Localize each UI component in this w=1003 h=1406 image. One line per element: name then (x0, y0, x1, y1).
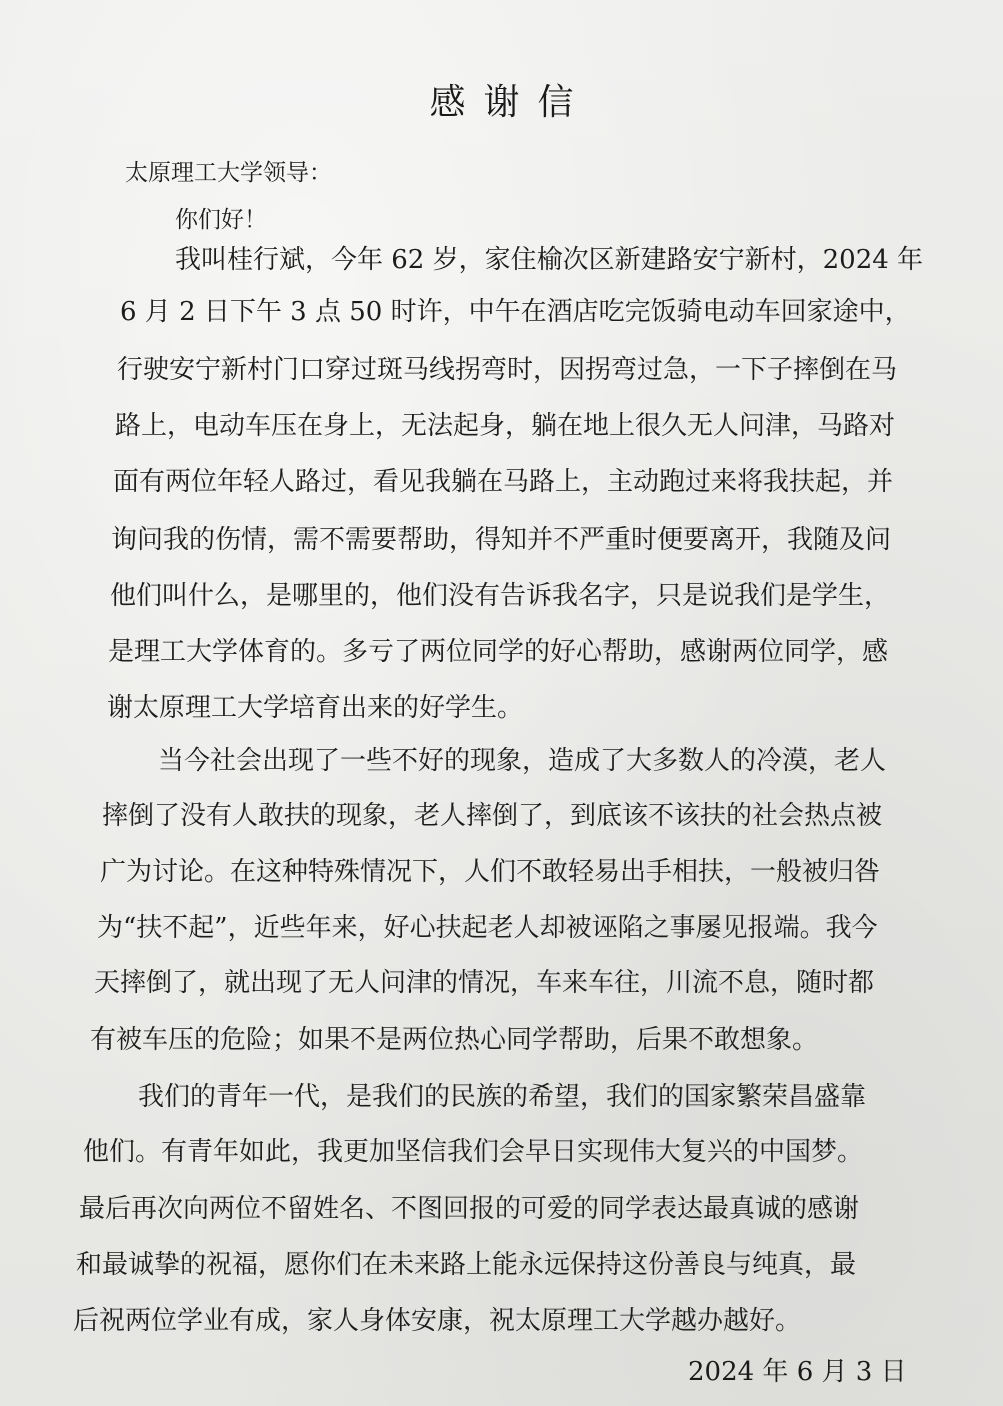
paragraph-line: 为“扶不起”，近些年来，好心扶起老人却被诬陷之事屡见报端。我今 (97, 913, 878, 943)
paragraph-line: 询问我的伤情，需不需要帮助，得知并不严重时便要离开，我随及问 (111, 525, 892, 555)
paragraph-line: 广为讨论。在这种特殊情况下，人们不敢轻易出手相扶，一般被归咎 (100, 857, 881, 887)
paragraph-line: 是理工大学体育的。多亏了两位同学的好心帮助，感谢两位同学，感 (108, 637, 889, 667)
paragraph-line: 谢太原理工大学培育出来的好学生。 (107, 693, 524, 723)
paragraph-line: 天摔倒了，就出现了无人问津的情况，车来车往，川流不息，随时都 (94, 968, 875, 998)
paragraph-line: 面有两位年轻人路过，看见我躺在马路上，主动跑过来将我扶起，并 (113, 467, 894, 497)
paragraph-line: 有被车压的危险；如果不是两位热心同学帮助，后果不敢想象。 (90, 1025, 819, 1055)
paragraph-line: 当今社会出现了一些不好的现象，造成了大多数人的冷漠，老人 (158, 746, 887, 776)
paragraph-line: 和最诚挚的祝福，愿你们在未来路上能永远保持这份善良与纯真，最 (76, 1250, 857, 1280)
salutation: 太原理工大学领导： (125, 160, 332, 186)
paragraph-line: 我们的青年一代，是我们的民族的希望，我们的国家繁荣昌盛靠 (138, 1082, 867, 1112)
paragraph-line: 最后再次向两位不留姓名、不图回报的可爱的同学表达最真诚的感谢 (79, 1194, 860, 1224)
letter-title: 感谢信 (429, 82, 592, 123)
letter-date: 2024 年 6 月 3 日 (688, 1357, 907, 1387)
greeting: 你们好！ (175, 207, 267, 233)
paragraph-line: 后祝两位学业有成，家人身体安康，祝太原理工大学越办越好。 (73, 1306, 802, 1336)
paragraph-line: 路上，电动车压在身上，无法起身，躺在地上很久无人问津，马路对 (115, 411, 896, 441)
paragraph-line: 他们。有青年如此，我更加坚信我们会早日实现伟大复兴的中国梦。 (83, 1137, 864, 1167)
paragraph-line: 行驶安宁新村门口穿过斑马线拐弯时，因拐弯过急，一下子摔倒在马 (117, 355, 898, 385)
paragraph-line: 6 月 2 日下午 3 点 50 时许，中午在酒店吃完饭骑电动车回家途中， (120, 297, 911, 327)
paragraph-line: 我叫桂行斌，今年 62 岁，家住榆次区新建路安宁新村，2024 年 (175, 245, 924, 275)
paragraph-line: 摔倒了没有人敢扶的现象，老人摔倒了，到底该不该扶的社会热点被 (102, 801, 883, 831)
paragraph-line: 他们叫什么，是哪里的，他们没有告诉我名字，只是说我们是学生， (110, 581, 891, 611)
